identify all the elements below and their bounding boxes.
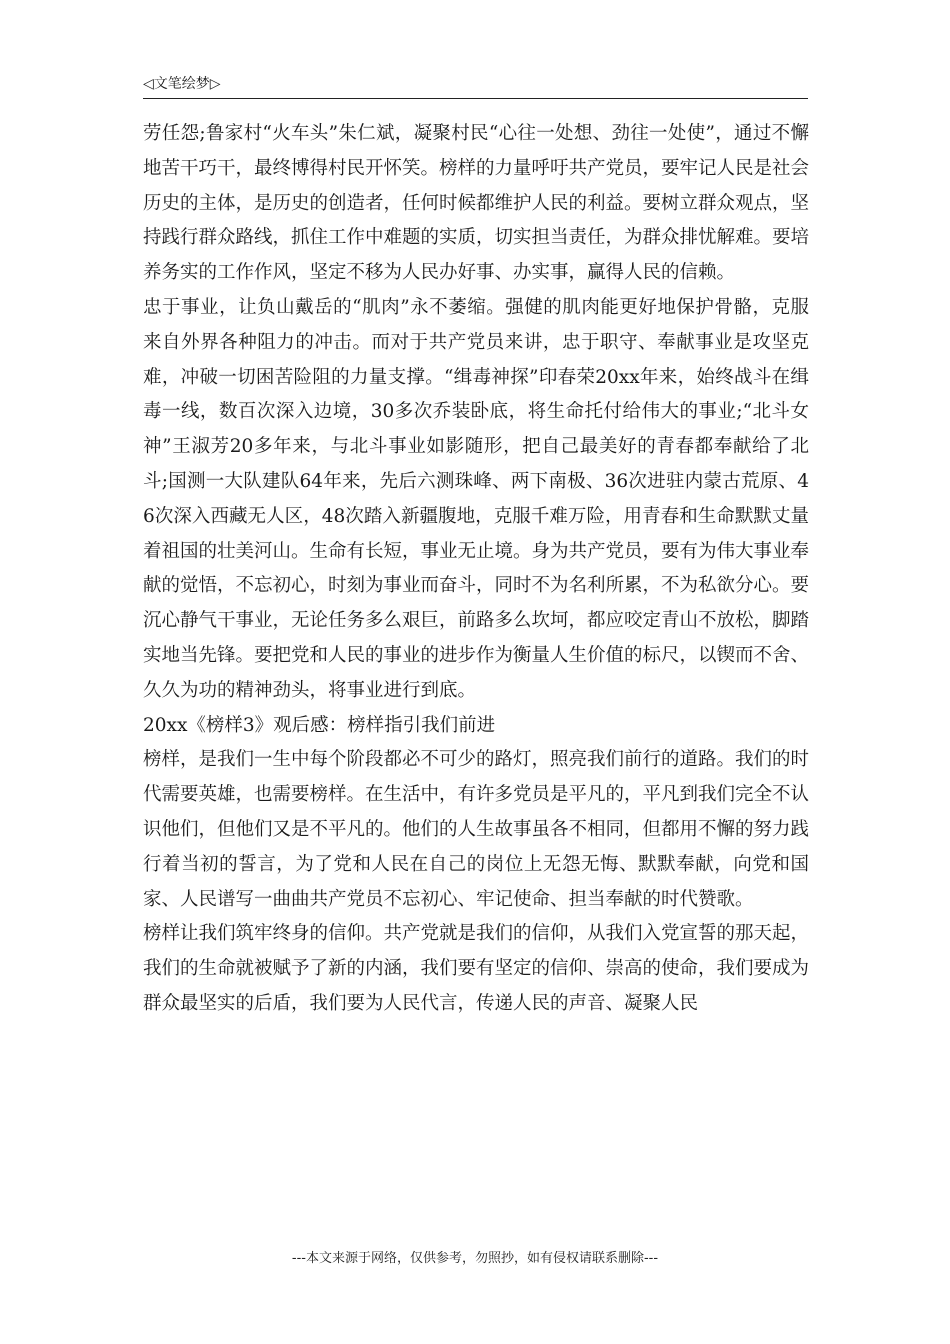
paragraph-2: 忠于事业，让负山戴岳的“肌肉”永不萎缩。强健的肌肉能更好地保护骨骼，克服来自外界各种阻力的冲击。而对于共产党员来讲，忠于职守、奉献事业是攻坚克难，冲破一切困苦险阻的力量支撑。“缉毒神探”印春荣20xx年来，始终战斗在缉毒一线，数百次深入边境，30多次乔装卧底，将生命托付给伟大的事业;“北斗女神”王淑芳20多年来，与北斗事业如影随形，把自己最美好的青春都奉献给了北斗;国测一大队建队64年来，先后六测珠峰、两下南极、36次进驻内蒙古荒原、46次深入西藏无人区，48次踏入新疆腹地，克服千难万险，用青春和生命默默丈量着祖国的壮美河山。生命有长短，事业无止境。身为共产党员，要有为伟大事业奉献的觉悟，不忘初心，时刻为事业而奋斗，同时不为名利所累，不为私欲分心。要沉心静气干事业，无论任务多么艰巨，前路多么坎坷，都应咬定青山不放松，脚踏实地当先锋。要把党和人民的事业的进步作为衡量人生价值的标尺，以锲而不舍、久久为功的精神劲头，将事业进行到底。	[143, 296, 810, 701]
header-title: 文笔绘梦	[153, 76, 210, 92]
right-triangle-icon: ▷	[209, 76, 221, 92]
left-triangle-icon: ◁	[143, 76, 154, 92]
paragraph-4: 榜样让我们筑牢终身的信仰。共产党就是我们的信仰，从我们入党宣誓的那天起，我们的生命就被赋予了新的内涵，我们要有坚定的信仰、崇高的使命，我们要成为群众最坚实的后盾，我们要为人民代言，传递人民的声音、凝聚人民	[143, 923, 810, 1014]
paragraph-1: 劳任怨;鲁家村“火车头”朱仁斌，凝聚村民“心往一处想、劲往一处使”，通过不懈地苦干巧干，最终博得村民开怀笑。榜样的力量呼吁共产党员，要牢记人民是社会历史的主体，是历史的创造者，任何时候都维护人民的利益。要树立群众观点，坚持践行群众路线，抓住工作中难题的实质，切实担当责任，为群众排忧解难。要培养务实的工作作风，坚定不移为人民办好事、办实事，赢得人民的信赖。	[143, 123, 810, 284]
paragraph-3: 榜样，是我们一生中每个阶段都必不可少的路灯，照亮我们前行的道路。我们的时代需要英雄，也需要榜样。在生活中，有许多党员是平凡的，平凡到我们完全不认识他们，但他们又是不平凡的。他们的人生故事虽各不相同，但都用不懈的努力践行着当初的誓言，为了党和人民在自己的岗位上无怨无悔、默默奉献，向党和国家、人民谱写一曲曲共产党员不忘初心、牢记使命、担当奉献的时代赞歌。	[143, 749, 810, 910]
section-heading: 20xx《榜样3》观后感：榜样指引我们前进	[143, 714, 496, 736]
footer-notice: ---本文来源于网络，仅供参考，勿照抄，如有侵权请联系删除---	[291, 1251, 659, 1266]
document-body	[143, 117, 809, 1022]
page-header	[143, 72, 808, 99]
